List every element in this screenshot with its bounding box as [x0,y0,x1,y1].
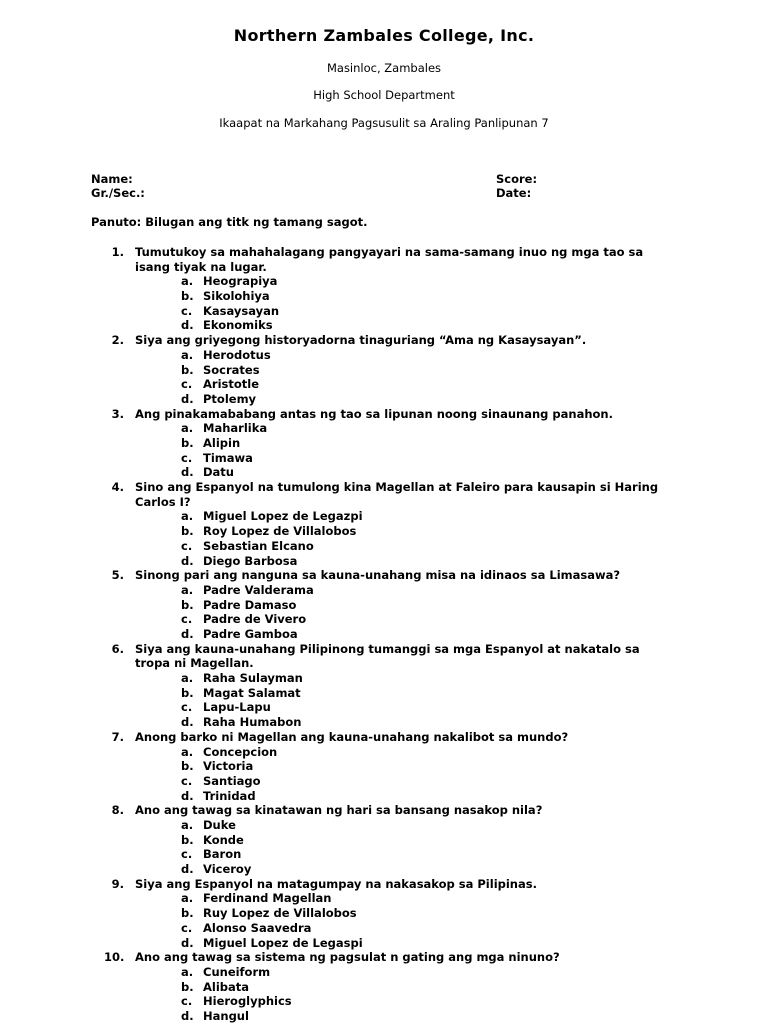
choice-list [0,583,768,642]
choice-letter: d. [181,391,194,406]
choice-letter: c. [181,377,193,392]
question-number: 10. [104,950,125,965]
choice-text: Roy Lopez de Villalobos [203,524,357,539]
choice-text: Viceroy [203,862,252,877]
choice-item [0,774,768,789]
question-text: Tumutukoy sa mahahalagang pangyayari na sama-samang inuo ng mga tao sa isang tiyak na lugar. [135,245,644,274]
score-field-label: Score: [496,172,538,186]
choice-item [0,627,768,642]
choice-text: Maharlika [203,421,268,436]
question-item [0,333,768,406]
question-number: 4. [111,480,124,495]
choice-list [0,671,768,730]
choice-letter: a. [181,891,194,906]
choice-text: Padre de Vivero [203,612,307,627]
choice-text: Ptolemy [203,391,257,406]
question-item [0,730,768,803]
choice-letter: d. [181,318,194,333]
choice-item [0,509,768,524]
choice-text: Miguel Lopez de Legaspi [203,935,363,950]
choice-item [0,436,768,451]
choice-text: Timawa [203,450,253,465]
choice-item [0,465,768,480]
choice-letter: c. [181,450,193,465]
choice-item [0,451,768,466]
choice-item [0,612,768,627]
choice-list [0,891,768,950]
choice-text: Hangul [203,1008,249,1023]
grade-section-field-label: Gr./Sec.: [91,186,145,200]
choice-item [0,377,768,392]
choice-letter: b. [181,759,194,774]
choice-item [0,598,768,613]
choice-text: Konde [203,832,244,847]
choice-letter: d. [181,1008,194,1023]
choice-letter: a. [181,671,194,686]
choice-item [0,539,768,554]
choice-list [0,421,768,480]
choice-item [0,363,768,378]
choice-text: Diego Barbosa [203,553,298,568]
question-number: 3. [111,406,124,421]
choice-list [0,509,768,568]
choice-letter: a. [181,817,194,832]
choice-item [0,700,768,715]
choice-letter: b. [181,906,194,921]
question-item [0,642,768,730]
question-list [0,245,768,1024]
choice-text: Kasaysayan [203,303,280,318]
choice-item [0,1009,768,1024]
choice-item [0,965,768,980]
choice-item [0,274,768,289]
choice-letter: a. [181,421,194,436]
choice-item [0,583,768,598]
choice-text: Baron [203,847,242,862]
choice-item [0,980,768,995]
choice-text: Alipin [203,436,241,450]
choice-text: Ruy Lopez de Villalobos [203,906,357,921]
choice-letter: c. [181,773,193,788]
choice-text: Aristotle [203,377,259,392]
choice-text: Hieroglyphics [203,994,292,1009]
question-text: Siya ang griyegong historyadorna tinaguriang “Ama ng Kasaysayan”. [135,333,587,348]
choice-text: Trinidad [203,788,256,803]
choice-item [0,862,768,877]
choice-letter: a. [181,964,194,979]
date-field-label: Date: [496,186,532,200]
choice-item [0,833,768,848]
choice-letter: a. [181,509,194,524]
question-number: 8. [111,803,124,818]
choice-letter: c. [181,994,193,1009]
choice-letter: c. [181,847,193,862]
choice-text: Santiago [203,773,261,788]
choice-item [0,759,768,774]
choice-item [0,715,768,730]
choice-text: Herodotus [203,347,271,362]
choice-letter: c. [181,700,193,715]
choice-letter: b. [181,436,194,450]
choice-letter: b. [181,524,194,539]
choice-letter: d. [181,715,194,730]
choice-letter: c. [181,538,193,553]
choice-list [0,348,768,407]
choice-item [0,745,768,760]
choice-letter: a. [181,744,194,759]
choice-item [0,847,768,862]
question-text: Siya ang kauna-unahang Pilipinong tumanggi sa mga Espanyol at nakatalo sa tropa ni Magellan. [135,641,640,671]
choice-item [0,906,768,921]
question-text: Siya ang Espanyol na matagumpay na nakasakop sa Pilipinas. [135,876,537,891]
choice-text: Miguel Lopez de Legazpi [203,509,363,524]
choice-item [0,686,768,701]
choice-text: Alonso Saavedra [203,920,312,935]
choice-item [0,318,768,333]
choice-text: Socrates [203,362,260,377]
choice-item [0,289,768,304]
choice-letter: d. [181,626,194,641]
choice-item [0,304,768,319]
choice-list [0,818,768,877]
question-item [0,877,768,950]
exam-title: Ikaapat na Markahang Pagsusulit sa Araling Panlipunan 7 [219,116,549,130]
choice-text: Padre Gamboa [203,626,298,641]
choice-letter: d. [181,935,194,950]
choice-letter: c. [181,303,193,318]
school-name: Northern Zambales College, Inc. [233,26,535,45]
choice-letter: b. [181,979,194,994]
question-text: Ano ang tawag sa kinatawan ng hari sa bansang nasakop nila? [135,803,543,818]
choice-text: Alibata [203,979,250,994]
choice-text: Ekonomiks [203,318,273,333]
choice-item [0,891,768,906]
choice-item [0,392,768,407]
question-number: 9. [111,876,124,891]
question-item [0,568,768,641]
choice-text: Sebastian Elcano [203,538,314,553]
choice-item [0,789,768,804]
choice-text: Concepcion [203,744,278,759]
choice-text: Duke [203,817,236,832]
choice-item [0,348,768,363]
choice-item [0,671,768,686]
choice-letter: a. [181,582,194,597]
choice-item [0,936,768,951]
question-number: 7. [111,729,124,744]
choice-text: Sikolohiya [203,289,270,304]
choice-item [0,818,768,833]
school-location: Masinloc, Zambales [326,61,442,75]
choice-text: Lapu-Lapu [203,700,271,715]
choice-text: Cuneiform [203,964,271,979]
choice-letter: b. [181,832,194,847]
question-item [0,480,768,568]
choice-text: Victoria [203,759,254,774]
choice-letter: d. [181,862,194,877]
choice-letter: b. [181,289,194,304]
question-text: Anong barko ni Magellan ang kauna-unahang nakalibot sa mundo? [135,729,569,744]
question-item [0,803,768,876]
choice-item [0,421,768,436]
question-text: Ano ang tawag sa sistema ng pagsulat n gating ang mga ninuno? [135,950,560,965]
question-text: Sinong pari ang nanguna sa kauna-unahang misa na idinaos sa Limasawa? [135,568,621,583]
choice-letter: b. [181,597,194,612]
choice-letter: b. [181,362,194,377]
choice-letter: d. [181,553,194,568]
choice-text: Magat Salamat [203,685,301,700]
instructions: Panuto: Bilugan ang titk ng tamang sagot. [91,215,368,229]
choice-item [0,554,768,569]
question-item [0,950,768,1023]
choice-list [0,274,768,333]
choice-text: Datu [203,465,234,480]
choice-text: Raha Sulayman [203,671,303,686]
choice-letter: c. [181,612,193,627]
choice-letter: c. [181,920,193,935]
choice-list [0,745,768,804]
choice-text: Raha Humabon [203,715,302,730]
choice-list [0,965,768,1024]
choice-text: Padre Damaso [203,597,297,612]
choice-item [0,921,768,936]
question-item [0,407,768,480]
question-number: 5. [111,568,124,583]
question-number: 1. [111,245,124,259]
choice-letter: a. [181,347,194,362]
choice-item [0,994,768,1009]
department-name: High School Department [313,88,455,102]
choice-letter: d. [181,465,194,480]
choice-text: Ferdinand Magellan [203,891,332,906]
question-text: Ang pinakamababang antas ng tao sa lipunan noong sinaunang panahon. [135,406,613,421]
name-field-label: Name: [91,172,133,186]
question-text: Sino ang Espanyol na tumulong kina Magellan at Faleiro para kausapin si Haring Carlos I? [135,480,659,509]
choice-text: Heograpiya [203,274,278,289]
choice-letter: b. [181,685,194,700]
choice-letter: d. [181,788,194,803]
choice-text: Padre Valderama [203,582,314,597]
choice-item [0,524,768,539]
question-number: 2. [111,333,124,348]
question-number: 6. [111,641,124,656]
choice-letter: a. [181,274,194,289]
question-item [0,245,768,333]
